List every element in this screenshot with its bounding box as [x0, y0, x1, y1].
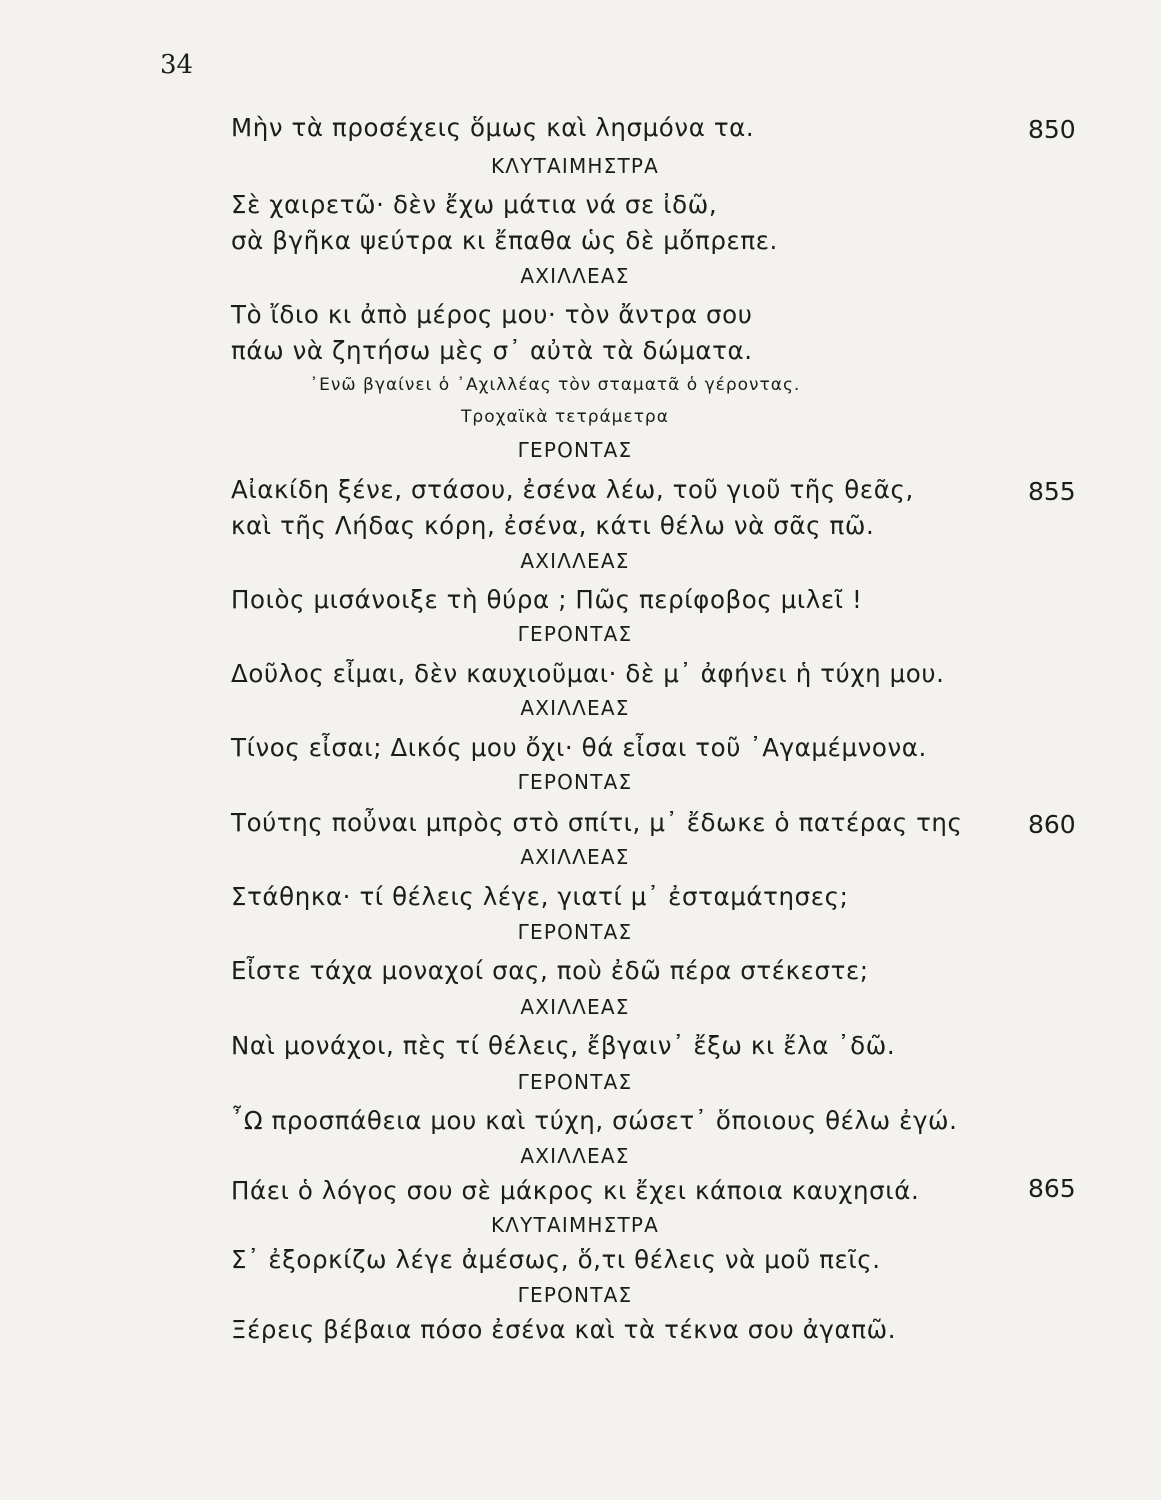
verse-line: σὰ βγῆκα ψεύτρα κι ἔπαθα ὡς δὲ μὄπρεπε. — [231, 226, 778, 255]
speaker-name: ΚΛΥΤΑΙΜΗΣΤΡΑ — [490, 1213, 660, 1237]
line-number: 865 — [1028, 1174, 1076, 1203]
verse-line: Μὴν τὰ προσέχεις ὅμως καὶ λησμόνα τα. — [231, 113, 755, 142]
verse-line: Ξέρεις βέβαια πόσο ἐσένα καὶ τὰ τέκνα σου ἀγαπῶ. — [231, 1315, 897, 1344]
verse-line: Πάει ὁ λόγος σου σὲ μάκρος κι ἔχει κάποια καυχησιά. — [231, 1176, 920, 1205]
speaker-name: ΓΕΡΟΝΤΑΣ — [517, 622, 633, 646]
speaker-name: ΑΧΙΛΛΕΑΣ — [520, 549, 630, 573]
verse-line: Στάθηκα· τί θέλεις λέγε, γιατί μ᾽ ἐσταμάτησες; — [231, 882, 849, 911]
verse-line: πάω νὰ ζητήσω μὲς σ᾽ αὐτὰ τὰ δώματα. — [231, 336, 753, 365]
speaker-name: ΑΧΙΛΛΕΑΣ — [520, 995, 630, 1019]
speaker-name: ΑΧΙΛΛΕΑΣ — [520, 696, 630, 720]
verse-line: Σὲ χαιρετῶ· δὲν ἔχω μάτια νά σε ἰδῶ, — [231, 190, 718, 219]
speaker-name: ΓΕΡΟΝΤΑΣ — [517, 770, 633, 794]
verse-line: Σ᾽ ἐξορκίζω λέγε ἀμέσως, ὅ,τι θέλεις νὰ μοῦ πεῖς. — [231, 1245, 881, 1274]
speaker-name: ΓΕΡΟΝΤΑΣ — [517, 438, 633, 462]
speaker-name: ΑΧΙΛΛΕΑΣ — [520, 264, 630, 288]
stage-direction: ᾽Ενῶ βγαίνει ὁ ᾽Αχιλλέας τὸν σταματᾶ ὁ γέροντας. — [309, 375, 801, 395]
speaker-name: ΓΕΡΟΝΤΑΣ — [517, 1070, 633, 1094]
speaker-name: ΚΛΥΤΑΙΜΗΣΤΡΑ — [490, 154, 660, 178]
speaker-name: ΑΧΙΛΛΕΑΣ — [520, 845, 630, 869]
verse-line: Δοῦλος εἶμαι, δὲν καυχιοῦμαι· δὲ μ᾽ ἀφήνει ἡ τύχη μου. — [231, 659, 945, 688]
meter-heading: Τροχαϊκὰ τετράμετρα — [461, 407, 669, 427]
line-number: 855 — [1028, 477, 1076, 506]
verse-line: καὶ τῆς Λήδας κόρη, ἐσένα, κάτι θέλω νὰ σᾶς πῶ. — [231, 511, 875, 540]
verse-line: Τὸ ἴδιο κι ἀπὸ μέρος μου· τὸν ἄντρα σου — [231, 300, 753, 329]
page-number: 34 — [160, 50, 194, 80]
speaker-name: ΑΧΙΛΛΕΑΣ — [520, 1144, 630, 1168]
verse-line: Τίνος εἶσαι; Δικός μου ὄχι· θά εἶσαι τοῦ ᾽Αγαμέμνονα. — [231, 733, 927, 762]
verse-line: Ποιὸς μισάνοιξε τὴ θύρα ; Πῶς περίφοβος μιλεῖ ! — [231, 585, 863, 614]
verse-line: ῏Ω προσπάθεια μου καὶ τύχη, σώσετ᾽ ὅποιους θέλω ἐγώ. — [231, 1106, 958, 1135]
line-number: 850 — [1028, 115, 1076, 144]
verse-line: Τούτης ποὖναι μπρὸς στὸ σπίτι, μ᾽ ἔδωκε ὁ πατέρας της — [231, 808, 963, 837]
verse-line: Αἰακίδη ξένε, στάσου, ἐσένα λέω, τοῦ γιοῦ τῆς θεᾶς, — [231, 475, 914, 504]
verse-line: Εἶστε τάχα μοναχοί σας, ποὺ ἐδῶ πέρα στέκεστε; — [231, 956, 869, 985]
verse-line: Ναὶ μονάχοι, πὲς τί θέλεις, ἔβγαιν᾽ ἔξω κι ἔλα ᾽δῶ. — [231, 1031, 896, 1060]
speaker-name: ΓΕΡΟΝΤΑΣ — [517, 920, 633, 944]
line-number: 860 — [1028, 810, 1076, 839]
speaker-name: ΓΕΡΟΝΤΑΣ — [517, 1283, 633, 1307]
